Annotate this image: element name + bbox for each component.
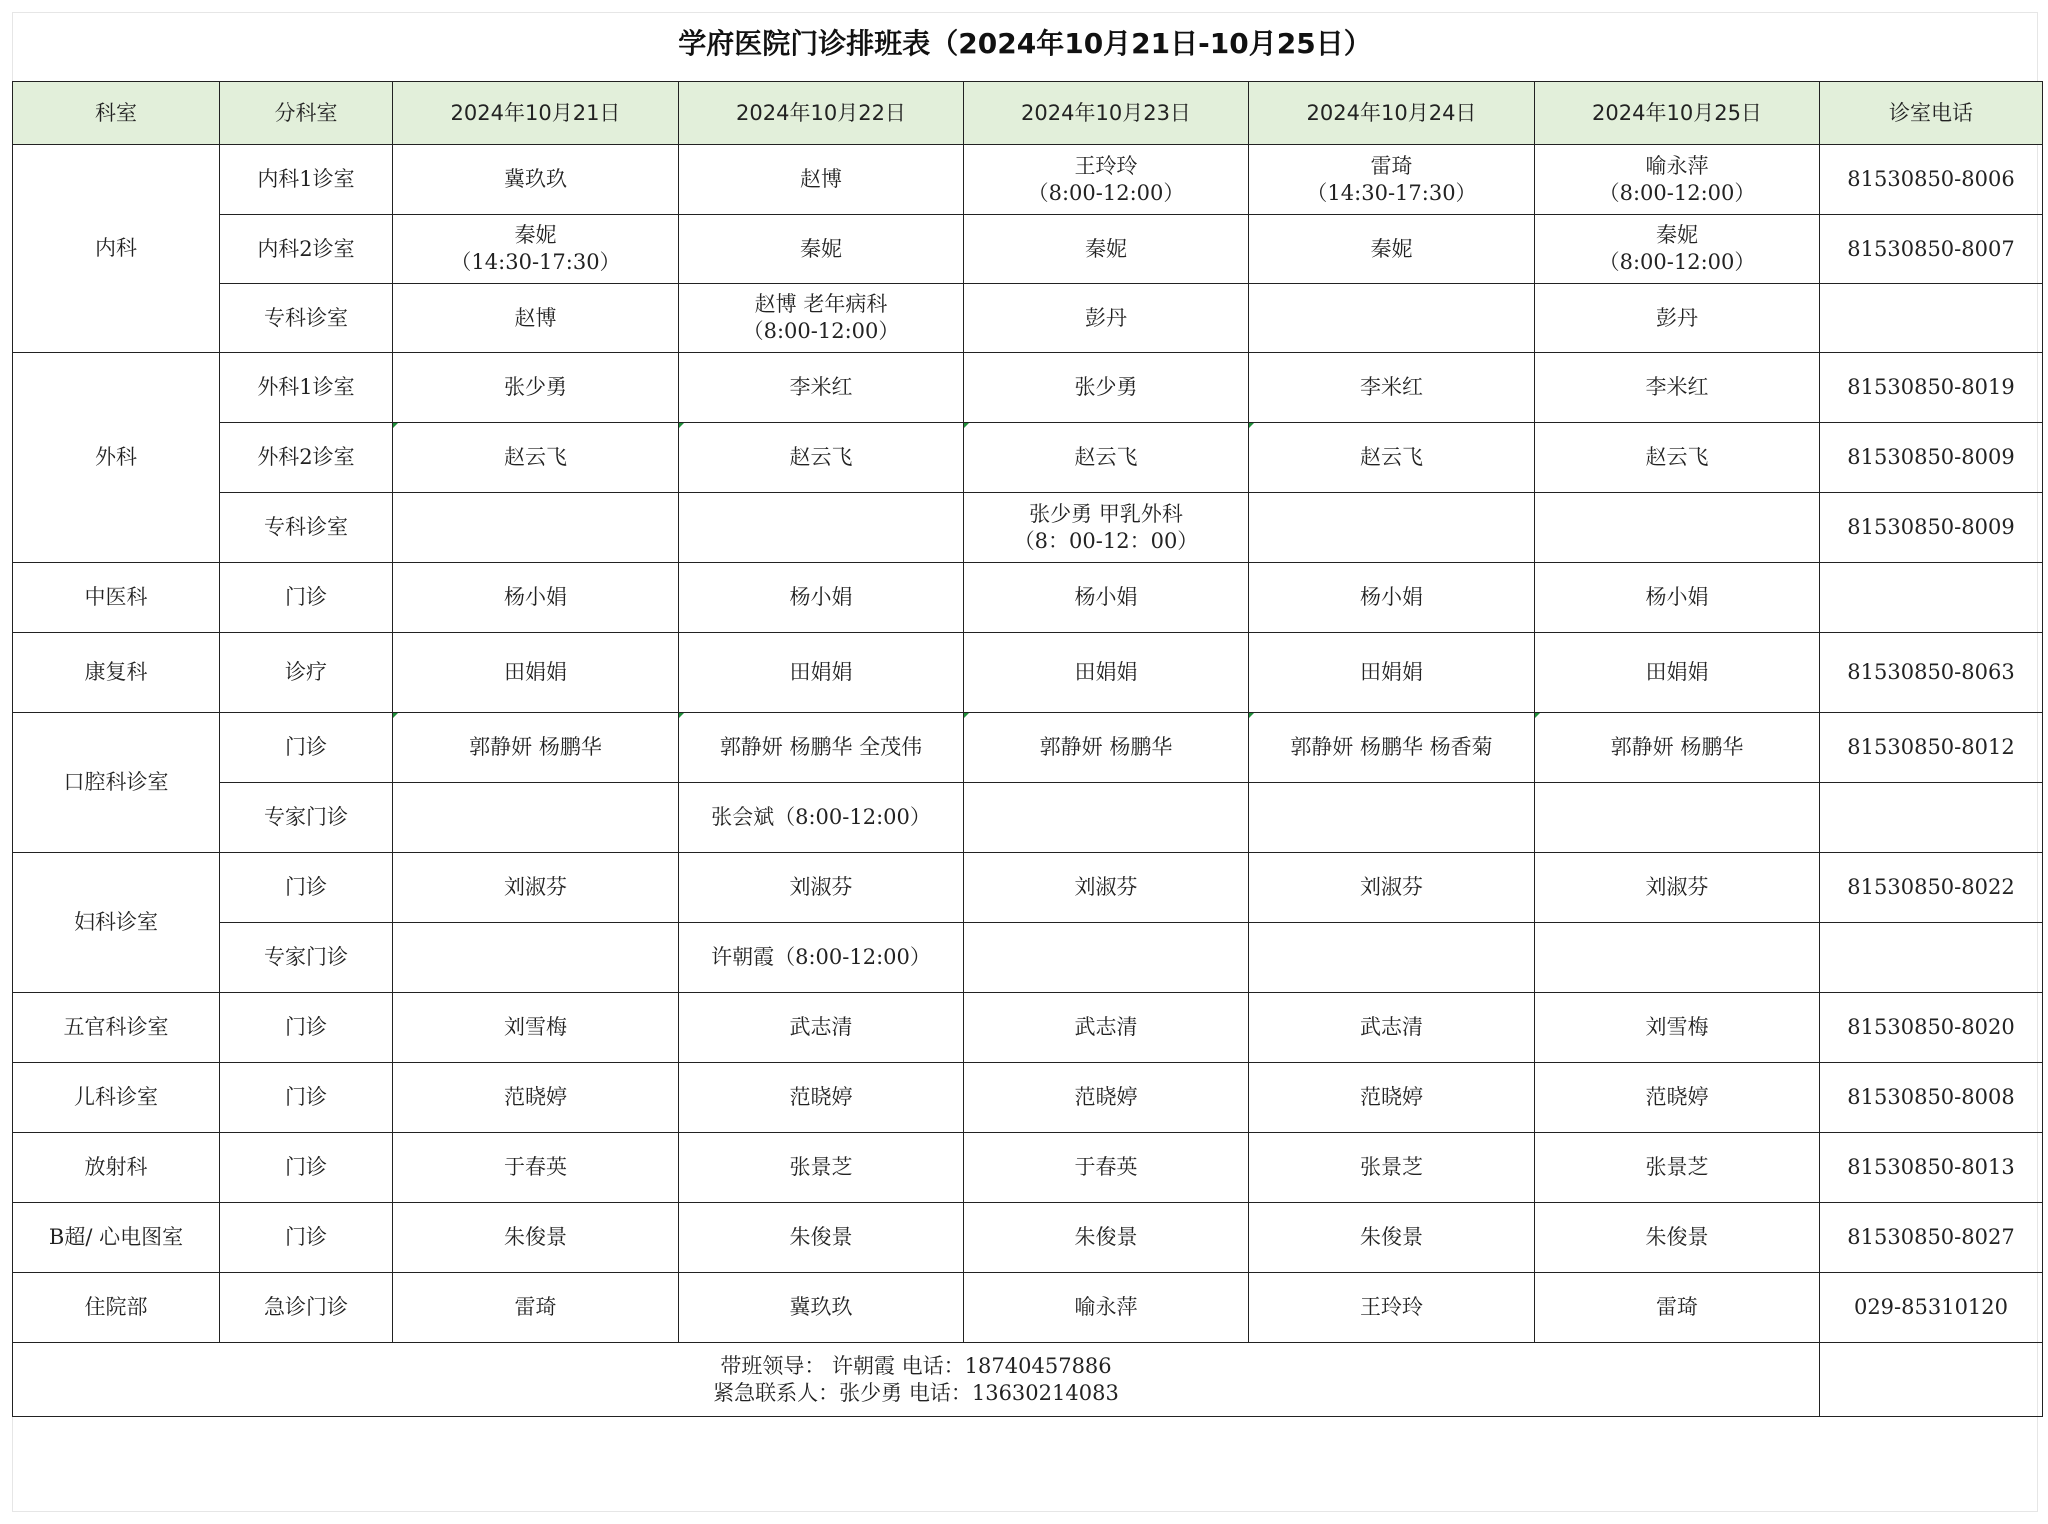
footer-row [13, 1343, 2043, 1417]
phone-cell[interactable]: 81530850-8063 [1820, 633, 2043, 713]
doctor-name: 秦妮 [514, 223, 557, 247]
schedule-cell[interactable] [679, 353, 964, 423]
doctor-name: 秦妮 [1656, 223, 1698, 247]
table-row [13, 853, 2043, 923]
schedule-cell[interactable] [964, 1273, 1249, 1343]
sub-department-cell[interactable]: 内科2诊室 [220, 215, 393, 284]
doctor-name: 李米红 [1360, 375, 1423, 399]
doctor-name: 刘淑芬 [504, 875, 567, 899]
doctor-name: 刘雪梅 [1645, 1015, 1709, 1039]
schedule-cell[interactable] [393, 284, 679, 353]
doctor-name: 张少勇 甲乳外科 [1029, 501, 1183, 526]
schedule-cell[interactable] [1535, 783, 1820, 853]
schedule-cell[interactable] [1535, 423, 1820, 493]
schedule-cell[interactable] [964, 1063, 1249, 1133]
schedule-cell[interactable] [964, 215, 1249, 284]
doctor-name: 朱俊景 [1645, 1225, 1709, 1249]
doctor-name: 刘淑芬 [1074, 875, 1138, 899]
schedule-cell[interactable] [964, 853, 1249, 923]
schedule-cell[interactable] [964, 563, 1249, 633]
schedule-cell[interactable] [679, 633, 964, 713]
phone-cell[interactable] [1820, 783, 2043, 853]
doctor-name: 雷琦 [514, 1295, 557, 1319]
schedule-cell[interactable] [964, 783, 1249, 853]
doctor-name: 于春英 [504, 1155, 567, 1179]
doctor-name: 刘雪梅 [504, 1015, 567, 1039]
doctor-name: 许朝霞（8:00-12:00） [711, 945, 931, 969]
schedule-cell[interactable] [393, 783, 679, 853]
schedule-cell[interactable] [393, 633, 679, 713]
schedule-cell[interactable] [679, 783, 964, 853]
doctor-name: 杨小娟 [1645, 585, 1709, 609]
header-cell: 2024年10月21日 [393, 82, 679, 145]
table-row [13, 1203, 2043, 1273]
doctor-name: 秦妮 [800, 236, 842, 261]
department-cell[interactable]: 住院部 [13, 1273, 220, 1343]
schedule-cell[interactable] [1535, 215, 1820, 284]
doctor-name: 赵云飞 [504, 445, 567, 469]
doctor-name: 喻永萍 [1074, 1295, 1138, 1319]
schedule-cell[interactable] [1249, 423, 1535, 493]
header-cell: 分科室 [220, 82, 393, 145]
sub-department-cell[interactable]: 专科诊室 [220, 493, 393, 563]
schedule-cell[interactable] [1249, 713, 1535, 783]
time-range: （8:00-12:00） [1598, 180, 1756, 205]
schedule-cell[interactable] [679, 215, 964, 284]
schedule-cell[interactable] [1535, 284, 1820, 353]
schedule-cell[interactable] [1249, 215, 1535, 284]
department-cell[interactable]: 放射科 [13, 1133, 220, 1203]
schedule-cell[interactable] [1535, 493, 1820, 563]
doctor-name: 郭静妍 杨鹏华 [1610, 735, 1744, 759]
table-row [13, 353, 2043, 423]
sub-department-cell[interactable]: 门诊 [220, 853, 393, 923]
schedule-cell[interactable] [393, 853, 679, 923]
table-row [13, 563, 2043, 633]
doctor-name: 赵云飞 [1074, 445, 1138, 469]
doctor-name: 秦妮 [1085, 236, 1127, 261]
schedule-body [13, 145, 2043, 1343]
schedule-cell[interactable] [1535, 993, 1820, 1063]
doctor-name: 赵博 [800, 167, 842, 191]
schedule-cell[interactable] [679, 145, 964, 215]
doctor-name: 冀玖玖 [789, 1295, 853, 1319]
doctor-name: 赵云飞 [789, 445, 853, 469]
footer-contact-cell[interactable] [13, 1343, 1820, 1417]
doctor-name: 李米红 [1645, 375, 1709, 399]
schedule-cell[interactable] [679, 563, 964, 633]
schedule-cell[interactable] [679, 284, 964, 353]
schedule-cell[interactable] [1249, 1203, 1535, 1273]
schedule-cell[interactable] [1249, 923, 1535, 993]
schedule-cell[interactable] [1249, 633, 1535, 713]
doctor-name: 雷琦 [1370, 153, 1413, 178]
schedule-cell[interactable] [1249, 1133, 1535, 1203]
schedule-cell[interactable] [1249, 783, 1535, 853]
doctor-name: 朱俊景 [504, 1225, 567, 1249]
doctor-name: 喻永萍 [1645, 153, 1709, 178]
department-cell[interactable]: 儿科诊室 [13, 1063, 220, 1133]
schedule-cell[interactable] [1535, 633, 1820, 713]
schedule-cell[interactable] [1249, 563, 1535, 633]
schedule-cell[interactable] [393, 1273, 679, 1343]
leader-contact: 带班领导： 许朝霞 电话：18740457886 [720, 1353, 1112, 1378]
sub-department-cell[interactable]: 急诊门诊 [220, 1273, 393, 1343]
schedule-cell[interactable] [1249, 353, 1535, 423]
sub-department-cell[interactable]: 门诊 [220, 993, 393, 1063]
schedule-cell[interactable] [393, 353, 679, 423]
doctor-name: 张会斌（8:00-12:00） [711, 805, 931, 829]
phone-cell[interactable]: 81530850-8008 [1820, 1063, 2043, 1133]
table-row [13, 633, 2043, 713]
schedule-cell[interactable] [964, 145, 1249, 215]
phone-cell[interactable]: 81530850-8013 [1820, 1133, 2043, 1203]
department-cell[interactable]: 中医科 [13, 563, 220, 633]
doctor-name: 刘淑芬 [1360, 875, 1423, 899]
sub-department-cell[interactable]: 外科1诊室 [220, 353, 393, 423]
department-cell[interactable]: 口腔科诊室 [13, 713, 220, 853]
doctor-name: 张景芝 [1645, 1155, 1709, 1179]
table-row [13, 284, 2043, 353]
doctor-name: 武志清 [1360, 1015, 1423, 1039]
table-row [13, 423, 2043, 493]
doctor-name: 于春英 [1074, 1155, 1138, 1179]
doctor-name: 杨小娟 [504, 585, 567, 609]
table-row [13, 493, 2043, 563]
sub-department-cell[interactable]: 门诊 [220, 1063, 393, 1133]
schedule-cell[interactable] [679, 493, 964, 563]
header-cell: 2024年10月23日 [964, 82, 1249, 145]
doctor-name: 郭静妍 杨鹏华 [469, 735, 602, 759]
sub-department-cell[interactable]: 内科1诊室 [220, 145, 393, 215]
time-range: （8:00-12:00） [1027, 180, 1185, 205]
schedule-cell[interactable] [964, 1203, 1249, 1273]
doctor-name: 刘淑芬 [789, 875, 853, 899]
department-cell[interactable]: B超/ 心电图室 [13, 1203, 220, 1273]
doctor-name: 秦妮 [1370, 236, 1413, 261]
doctor-name: 赵博 老年病科 [754, 292, 888, 316]
doctor-name: 张少勇 [1074, 375, 1138, 399]
phone-cell[interactable]: 029-85310120 [1820, 1273, 2043, 1343]
phone-cell[interactable] [1820, 923, 2043, 993]
schedule-cell[interactable] [679, 853, 964, 923]
table-row [13, 923, 2043, 993]
schedule-cell[interactable] [964, 923, 1249, 993]
schedule-cell[interactable] [1249, 284, 1535, 353]
doctor-name: 王玲玲 [1360, 1295, 1423, 1319]
doctor-name: 彭丹 [1085, 305, 1127, 330]
schedule-cell[interactable] [1535, 145, 1820, 215]
sub-department-cell[interactable]: 门诊 [220, 713, 393, 783]
doctor-name: 王玲玲 [1074, 153, 1138, 178]
schedule-cell[interactable] [1249, 993, 1535, 1063]
department-cell[interactable]: 五官科诊室 [13, 993, 220, 1063]
schedule-table [12, 81, 2043, 1417]
table-row [13, 1133, 2043, 1203]
schedule-cell[interactable] [1535, 853, 1820, 923]
schedule-cell[interactable] [964, 284, 1249, 353]
schedule-cell[interactable] [964, 493, 1249, 563]
schedule-cell[interactable] [1249, 493, 1535, 563]
schedule-cell[interactable] [393, 215, 679, 284]
header-cell: 2024年10月24日 [1249, 82, 1535, 145]
table-row [13, 145, 2043, 215]
schedule-cell[interactable] [393, 563, 679, 633]
sub-department-cell[interactable]: 外科2诊室 [220, 423, 393, 493]
doctor-name: 杨小娟 [1360, 585, 1423, 609]
doctor-name: 冀玖玖 [504, 167, 567, 191]
phone-cell[interactable] [1820, 284, 2043, 353]
doctor-name: 田娟娟 [1074, 660, 1138, 684]
schedule-cell[interactable] [679, 1133, 964, 1203]
doctor-name: 郭静妍 杨鹏华 杨香菊 [1290, 735, 1493, 759]
schedule-cell[interactable] [393, 423, 679, 493]
doctor-name: 雷琦 [1656, 1295, 1698, 1319]
schedule-cell[interactable] [393, 493, 679, 563]
doctor-name: 张景芝 [1360, 1155, 1423, 1179]
doctor-name: 范晓婷 [789, 1085, 853, 1109]
doctor-name: 朱俊景 [1360, 1225, 1423, 1249]
schedule-cell[interactable] [393, 1133, 679, 1203]
phone-cell[interactable]: 81530850-8020 [1820, 993, 2043, 1063]
schedule-cell[interactable] [1535, 1273, 1820, 1343]
header-cell: 科室 [13, 82, 220, 145]
department-cell[interactable]: 内科 [13, 145, 220, 353]
phone-cell[interactable]: 81530850-8009 [1820, 493, 2043, 563]
sub-department-cell[interactable]: 专家门诊 [220, 923, 393, 993]
schedule-cell[interactable] [393, 713, 679, 783]
time-range: （14:30-17:30） [450, 250, 621, 274]
schedule-cell[interactable] [679, 1063, 964, 1133]
doctor-name: 郭静妍 杨鹏华 全茂伟 [719, 735, 923, 759]
schedule-cell[interactable] [964, 993, 1249, 1063]
schedule-cell[interactable] [964, 1133, 1249, 1203]
sub-department-cell[interactable]: 门诊 [220, 563, 393, 633]
doctor-name: 田娟娟 [504, 660, 567, 684]
schedule-cell[interactable] [1249, 853, 1535, 923]
table-row [13, 713, 2043, 783]
doctor-name: 赵云飞 [1360, 445, 1423, 469]
phone-cell[interactable]: 81530850-8006 [1820, 145, 2043, 215]
doctor-name: 刘淑芬 [1645, 875, 1709, 899]
time-range: （8：00-12：00） [1013, 528, 1199, 553]
schedule-cell[interactable] [1249, 1273, 1535, 1343]
doctor-name: 朱俊景 [1074, 1225, 1138, 1249]
doctor-name: 田娟娟 [1360, 660, 1423, 684]
doctor-name: 彭丹 [1656, 305, 1698, 330]
table-row [13, 783, 2043, 853]
schedule-cell[interactable] [679, 1203, 964, 1273]
schedule-cell[interactable] [1535, 1063, 1820, 1133]
schedule-cell[interactable] [1249, 1063, 1535, 1133]
schedule-cell[interactable] [679, 993, 964, 1063]
sub-department-cell[interactable]: 专家门诊 [220, 783, 393, 853]
doctor-name: 范晓婷 [1074, 1085, 1138, 1109]
time-range: （8:00-12:00） [742, 319, 900, 343]
doctor-name: 武志清 [789, 1015, 853, 1039]
schedule-cell[interactable] [393, 923, 679, 993]
schedule-cell[interactable] [393, 993, 679, 1063]
doctor-name: 朱俊景 [789, 1225, 853, 1249]
phone-cell[interactable]: 81530850-8012 [1820, 713, 2043, 783]
time-range: （8:00-12:00） [1598, 250, 1756, 274]
sub-department-cell[interactable]: 门诊 [220, 1133, 393, 1203]
doctor-name: 张景芝 [789, 1155, 853, 1179]
schedule-cell[interactable] [1249, 145, 1535, 215]
schedule-cell[interactable] [964, 633, 1249, 713]
doctor-name: 郭静妍 杨鹏华 [1039, 735, 1173, 759]
phone-cell[interactable] [1820, 563, 2043, 633]
doctor-name: 武志清 [1074, 1015, 1138, 1039]
table-row [13, 1273, 2043, 1343]
page-title: 学府医院门诊排班表（2024年10月21日-10月25日） [678, 27, 1372, 60]
doctor-name: 田娟娟 [1645, 660, 1709, 684]
doctor-name: 张少勇 [504, 375, 567, 399]
schedule-cell[interactable] [679, 423, 964, 493]
doctor-name: 李米红 [789, 375, 853, 399]
schedule-cell[interactable] [1535, 923, 1820, 993]
schedule-cell[interactable] [1535, 563, 1820, 633]
header-cell: 2024年10月25日 [1535, 82, 1820, 145]
doctor-name: 范晓婷 [1360, 1085, 1423, 1109]
doctor-name: 赵云飞 [1645, 445, 1709, 469]
header-row [13, 82, 2043, 145]
schedule-cell[interactable] [679, 713, 964, 783]
phone-cell[interactable]: 81530850-8019 [1820, 353, 2043, 423]
emergency-contact: 紧急联系人：张少勇 电话：13630214083 [713, 1380, 1119, 1405]
schedule-cell[interactable] [393, 1203, 679, 1273]
phone-cell[interactable]: 81530850-8022 [1820, 853, 2043, 923]
schedule-cell[interactable] [964, 713, 1249, 783]
table-row [13, 1063, 2043, 1133]
doctor-name: 赵博 [514, 305, 557, 330]
sub-department-cell[interactable]: 诊疗 [220, 633, 393, 713]
doctor-name: 范晓婷 [1645, 1085, 1709, 1109]
schedule-cell[interactable] [1535, 353, 1820, 423]
department-cell[interactable]: 妇科诊室 [13, 853, 220, 993]
phone-cell[interactable]: 81530850-8009 [1820, 423, 2043, 493]
sub-department-cell[interactable]: 门诊 [220, 1203, 393, 1273]
doctor-name: 杨小娟 [1074, 585, 1138, 609]
schedule-cell[interactable] [679, 1273, 964, 1343]
table-row [13, 215, 2043, 284]
phone-cell[interactable]: 81530850-8007 [1820, 215, 2043, 284]
schedule-cell[interactable] [1535, 1133, 1820, 1203]
phone-cell[interactable]: 81530850-8027 [1820, 1203, 2043, 1273]
table-row [13, 993, 2043, 1063]
schedule-cell[interactable] [1535, 1203, 1820, 1273]
department-cell[interactable]: 外科 [13, 353, 220, 563]
department-cell[interactable]: 康复科 [13, 633, 220, 713]
doctor-name: 范晓婷 [504, 1085, 567, 1109]
schedule-cell[interactable] [964, 423, 1249, 493]
schedule-cell[interactable] [393, 1063, 679, 1133]
doctor-name: 杨小娟 [789, 585, 853, 609]
time-range: （14:30-17:30） [1306, 180, 1477, 205]
header-cell: 诊室电话 [1820, 82, 2043, 145]
footer-empty-cell[interactable] [1820, 1343, 2043, 1417]
schedule-cell[interactable] [393, 145, 679, 215]
doctor-name: 田娟娟 [789, 660, 853, 684]
header-cell: 2024年10月22日 [679, 82, 964, 145]
schedule-cell[interactable] [1535, 713, 1820, 783]
sub-department-cell[interactable]: 专科诊室 [220, 284, 393, 353]
schedule-cell[interactable] [964, 353, 1249, 423]
schedule-cell[interactable] [679, 923, 964, 993]
